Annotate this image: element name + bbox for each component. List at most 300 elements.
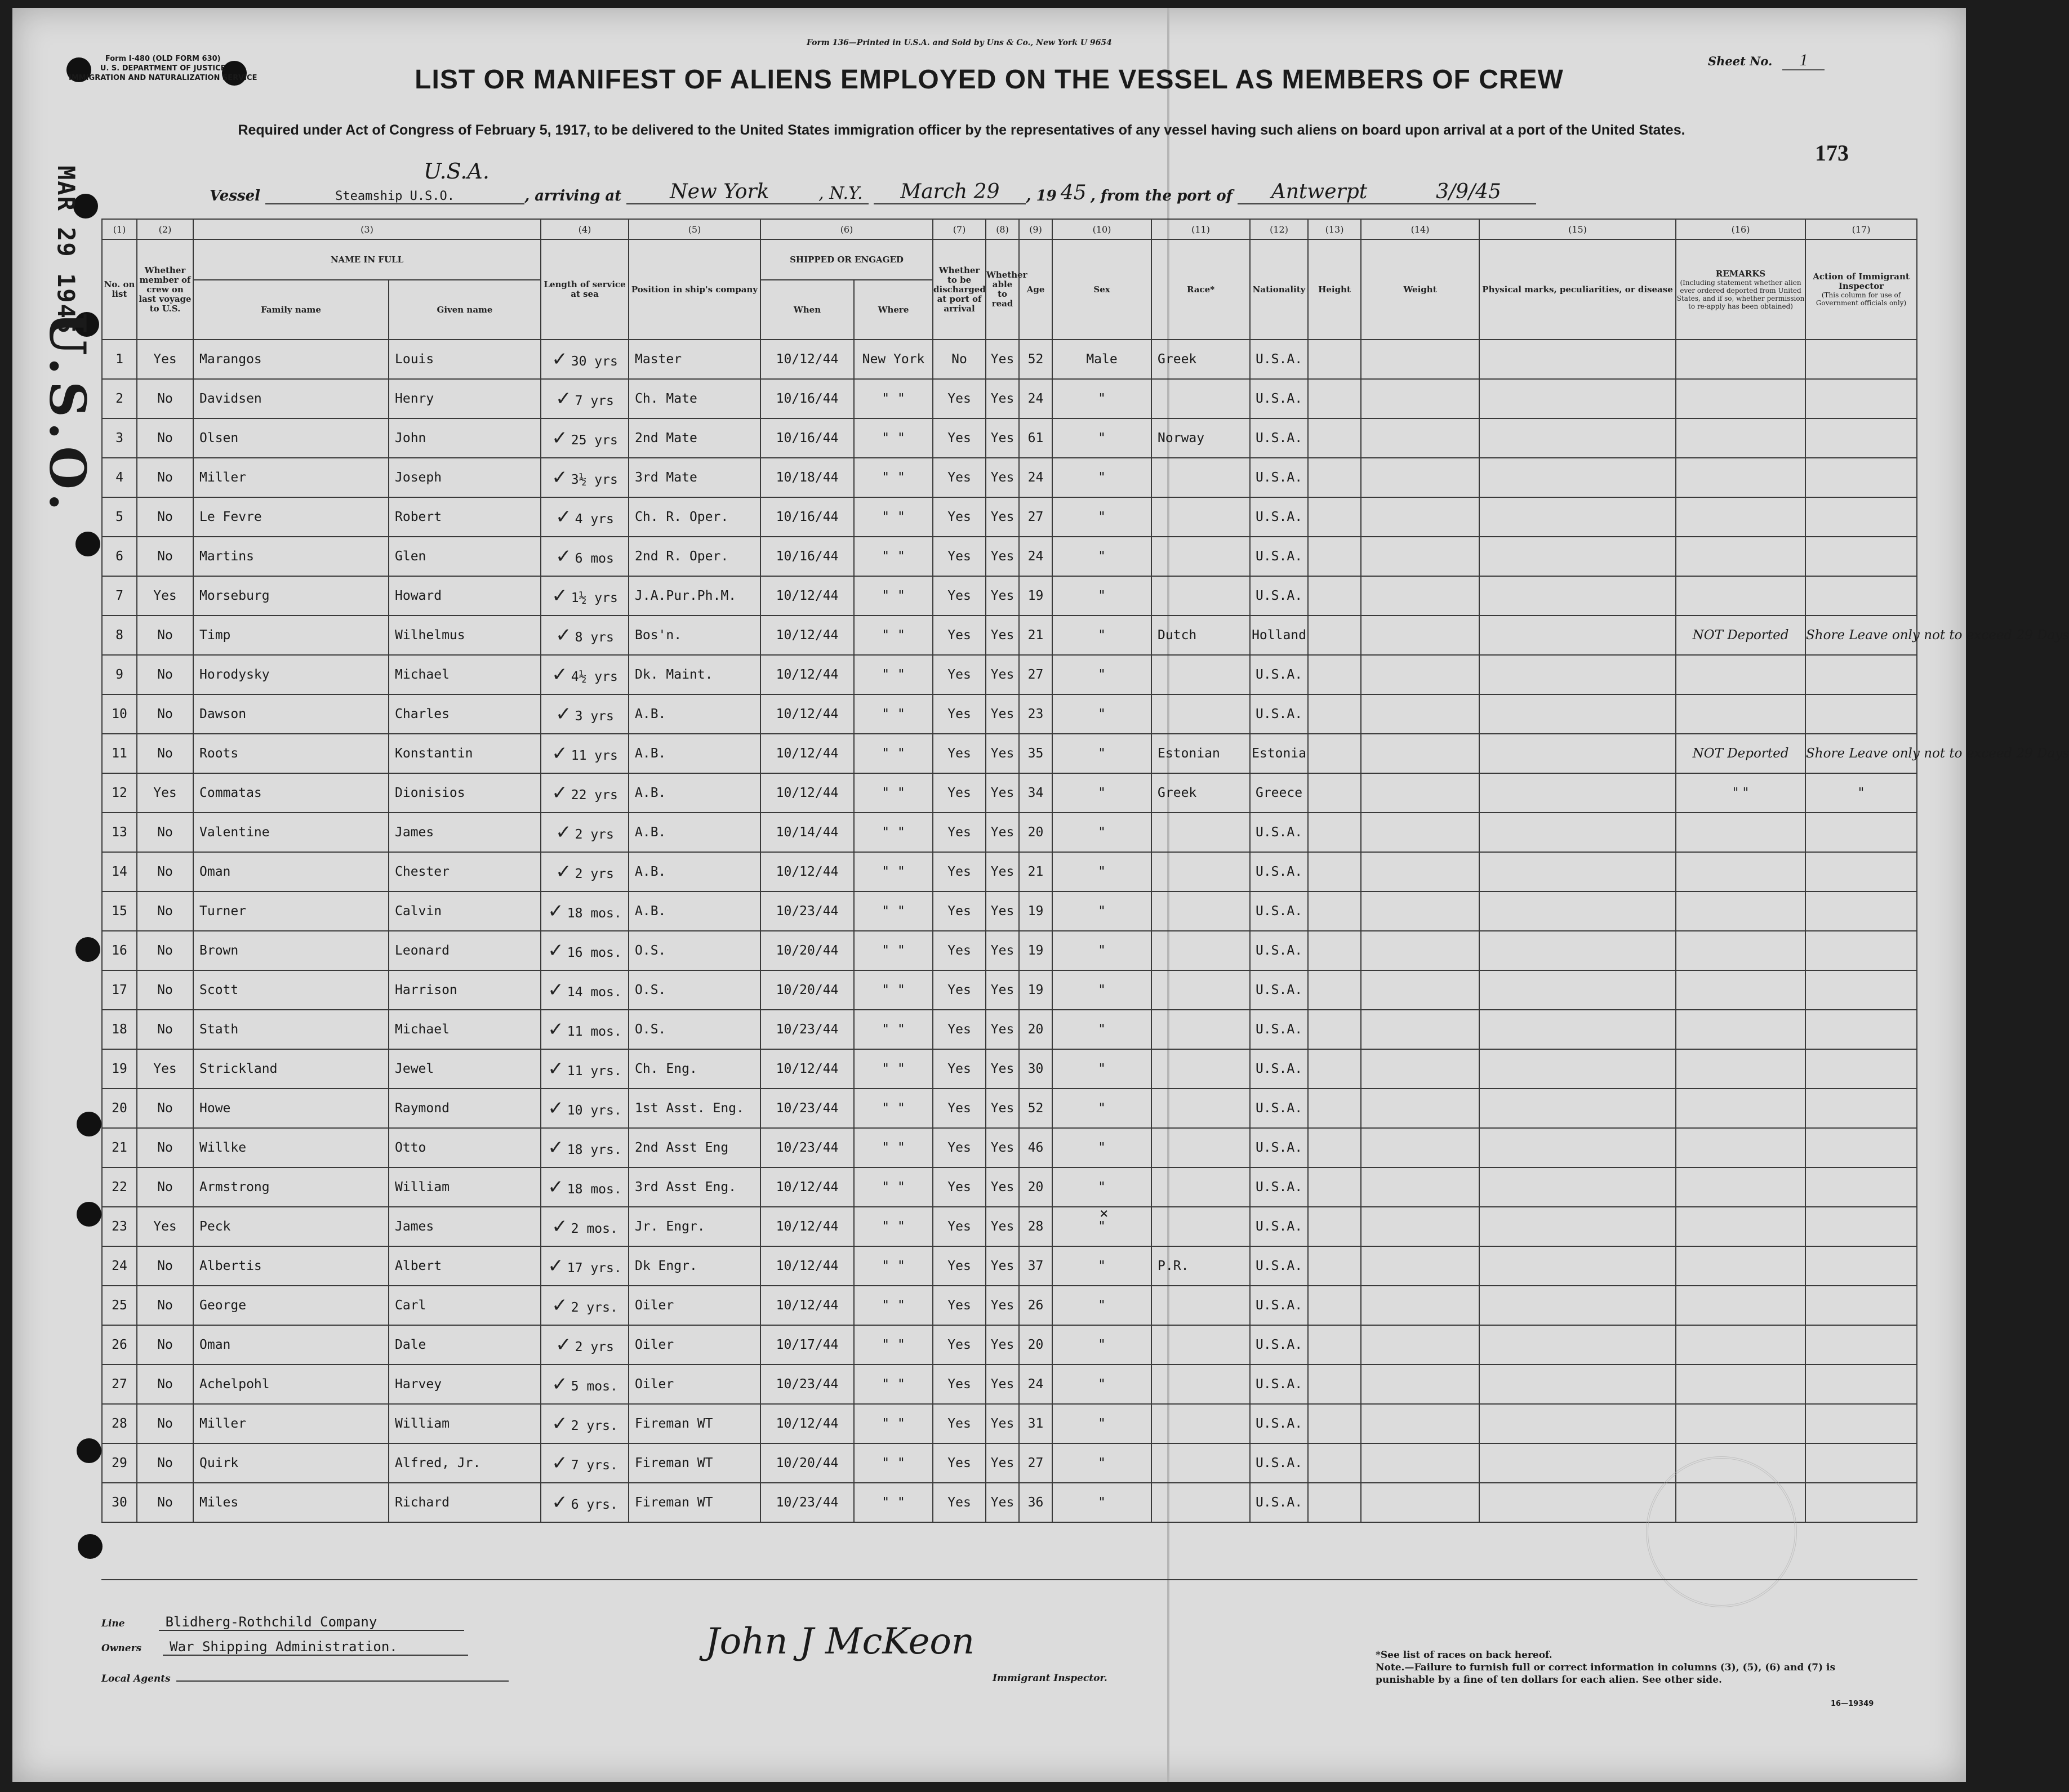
cell-position: O.S. xyxy=(629,931,760,970)
cell-nationality: U.S.A. xyxy=(1250,537,1308,576)
check-mark-icon: ✓ xyxy=(551,742,568,765)
owners-field xyxy=(101,1639,468,1656)
cell-no: 21 xyxy=(102,1128,137,1167)
service-text: 18 mos. xyxy=(567,1182,622,1197)
vessel-name: Steamship U.S.O. xyxy=(265,189,524,204)
cell-nationality: U.S.A. xyxy=(1250,497,1308,537)
cell-given-name: Raymond xyxy=(389,1089,541,1128)
cell-weight xyxy=(1361,1246,1479,1286)
cell-action xyxy=(1805,694,1917,734)
cell-discharged: Yes xyxy=(933,1089,986,1128)
cell-remarks xyxy=(1676,576,1805,616)
cell-discharged: Yes xyxy=(933,1483,986,1522)
cell-physical-marks xyxy=(1479,655,1676,694)
cell-action xyxy=(1805,1404,1917,1443)
check-mark-icon: ✓ xyxy=(548,1255,564,1277)
cell-nationality: U.S.A. xyxy=(1250,931,1308,970)
cell-weight xyxy=(1361,1089,1479,1128)
cell-weight xyxy=(1361,458,1479,497)
table-row xyxy=(102,694,1917,734)
check-mark-icon: ✓ xyxy=(551,1215,568,1238)
cell-when: 10/12/44 xyxy=(760,1246,854,1286)
cell-sex: " xyxy=(1052,1483,1151,1522)
cell-action xyxy=(1805,852,1917,891)
cell-age: 27 xyxy=(1019,497,1052,537)
cell-given-name: Glen xyxy=(389,537,541,576)
table-row xyxy=(102,1246,1917,1286)
cell-last-voyage: No xyxy=(137,694,193,734)
cell-able-to-read: Yes xyxy=(986,852,1019,891)
cell-action xyxy=(1805,1286,1917,1325)
cell-length-service xyxy=(541,497,629,537)
col-num: (16) xyxy=(1676,219,1805,239)
cell-discharged: Yes xyxy=(933,970,986,1010)
arrival-state: , N.Y. xyxy=(812,184,869,204)
cell-sex: " xyxy=(1052,1443,1151,1483)
cell-race: Greek xyxy=(1151,773,1250,813)
cell-last-voyage: No xyxy=(137,1443,193,1483)
cell-weight xyxy=(1361,1325,1479,1365)
cell-able-to-read: Yes xyxy=(986,379,1019,418)
cell-last-voyage: No xyxy=(137,1483,193,1522)
cell-position: 2nd Mate xyxy=(629,418,760,458)
service-text: 30 yrs xyxy=(571,354,618,369)
cell-remarks xyxy=(1676,1128,1805,1167)
cell-when: 10/17/44 xyxy=(760,1325,854,1365)
cell-height xyxy=(1308,970,1361,1010)
cell-nationality: U.S.A. xyxy=(1250,379,1308,418)
cell-height xyxy=(1308,576,1361,616)
cell-given-name: Michael xyxy=(389,655,541,694)
cell-family-name: Willke xyxy=(193,1128,389,1167)
cell-discharged: Yes xyxy=(933,1246,986,1286)
table-row xyxy=(102,1010,1917,1049)
cell-where: " " xyxy=(854,891,933,931)
cell-no: 29 xyxy=(102,1443,137,1483)
cell-height xyxy=(1308,852,1361,891)
cell-physical-marks xyxy=(1479,1483,1676,1522)
cell-physical-marks xyxy=(1479,616,1676,655)
cell-discharged: Yes xyxy=(933,1404,986,1443)
cell-age: 34 xyxy=(1019,773,1052,813)
cell-family-name: Peck xyxy=(193,1207,389,1246)
cell-where: " " xyxy=(854,1049,933,1089)
race-note: *See list of races on back hereof. xyxy=(1376,1650,1552,1661)
cell-race xyxy=(1151,1325,1250,1365)
cell-able-to-read: Yes xyxy=(986,1128,1019,1167)
cell-able-to-read: Yes xyxy=(986,1207,1019,1246)
cell-nationality: U.S.A. xyxy=(1250,1246,1308,1286)
cell-no: 26 xyxy=(102,1325,137,1365)
service-text: 8 yrs xyxy=(575,630,614,645)
cell-remarks xyxy=(1676,497,1805,537)
cell-action xyxy=(1805,1010,1917,1049)
check-mark-icon: ✓ xyxy=(555,624,572,647)
cell-given-name: Joseph xyxy=(389,458,541,497)
cell-discharged: Yes xyxy=(933,1049,986,1089)
cell-race xyxy=(1151,1010,1250,1049)
cell-nationality: Greece xyxy=(1250,773,1308,813)
check-mark-icon: ✓ xyxy=(548,939,564,962)
cell-action xyxy=(1805,497,1917,537)
cell-physical-marks xyxy=(1479,694,1676,734)
cell-nationality: U.S.A. xyxy=(1250,458,1308,497)
cell-height xyxy=(1308,1089,1361,1128)
cell-family-name: Strickland xyxy=(193,1049,389,1089)
table-row xyxy=(102,1286,1917,1325)
cell-weight xyxy=(1361,852,1479,891)
cell-weight xyxy=(1361,340,1479,379)
check-mark-icon: ✓ xyxy=(551,427,568,449)
cell-race xyxy=(1151,576,1250,616)
cell-no: 17 xyxy=(102,970,137,1010)
cell-no: 8 xyxy=(102,616,137,655)
cell-length-service xyxy=(541,340,629,379)
cell-no: 19 xyxy=(102,1049,137,1089)
cell-family-name: Martins xyxy=(193,537,389,576)
agents-label: Local Agents xyxy=(101,1673,171,1684)
cell-nationality: U.S.A. xyxy=(1250,655,1308,694)
cell-when: 10/16/44 xyxy=(760,379,854,418)
cell-no: 9 xyxy=(102,655,137,694)
cell-nationality: U.S.A. xyxy=(1250,970,1308,1010)
cell-when: 10/12/44 xyxy=(760,340,854,379)
cell-family-name: Miles xyxy=(193,1483,389,1522)
cell-race xyxy=(1151,379,1250,418)
cell-race xyxy=(1151,497,1250,537)
cell-weight xyxy=(1361,497,1479,537)
cell-given-name: Robert xyxy=(389,497,541,537)
cell-height xyxy=(1308,340,1361,379)
cell-able-to-read: Yes xyxy=(986,931,1019,970)
header-shipped-engaged: SHIPPED OR ENGAGED xyxy=(760,239,933,280)
cell-family-name: Davidsen xyxy=(193,379,389,418)
cell-action xyxy=(1805,1167,1917,1207)
cell-age: 24 xyxy=(1019,458,1052,497)
cell-family-name: Roots xyxy=(193,734,389,773)
cell-family-name: Albertis xyxy=(193,1246,389,1286)
cell-age: 27 xyxy=(1019,655,1052,694)
cell-given-name: Michael xyxy=(389,1010,541,1049)
remarks-title: REMARKS xyxy=(1715,268,1766,279)
cell-height xyxy=(1308,418,1361,458)
cell-weight xyxy=(1361,773,1479,813)
cell-height xyxy=(1308,1443,1361,1483)
cell-no: 25 xyxy=(102,1286,137,1325)
cell-position: Fireman WT xyxy=(629,1443,760,1483)
penalty-note: Note.—Failure to furnish full or correct information in columns (3), (5), (6) and (7) is punishable by a fine of ten dollars for each alien. See other side. xyxy=(1376,1662,1836,1686)
cell-position: Jr. Engr. xyxy=(629,1207,760,1246)
header-able-to-read: Whether able to read xyxy=(986,239,1019,340)
cell-height xyxy=(1308,1404,1361,1443)
col-num: (14) xyxy=(1361,219,1479,239)
cell-weight xyxy=(1361,1286,1479,1325)
cell-remarks xyxy=(1676,418,1805,458)
cell-discharged: Yes xyxy=(933,418,986,458)
cell-position: A.B. xyxy=(629,773,760,813)
cell-no: 5 xyxy=(102,497,137,537)
cell-sex: " xyxy=(1052,1325,1151,1365)
cell-age: 19 xyxy=(1019,970,1052,1010)
cell-able-to-read: Yes xyxy=(986,1089,1019,1128)
cell-action xyxy=(1805,1049,1917,1089)
service-text: 7 yrs. xyxy=(571,1458,618,1473)
col-num: (2) xyxy=(137,219,193,239)
cell-last-voyage: No xyxy=(137,1325,193,1365)
cell-length-service xyxy=(541,891,629,931)
cell-able-to-read: Yes xyxy=(986,340,1019,379)
cell-remarks xyxy=(1676,1365,1805,1404)
table-row xyxy=(102,655,1917,694)
cell-age: 23 xyxy=(1019,694,1052,734)
cell-sex: " xyxy=(1052,1286,1151,1325)
document-title: LIST OR MANIFEST OF ALIENS EMPLOYED ON THE VESSEL AS MEMBERS OF CREW xyxy=(415,65,1564,95)
cell-nationality: U.S.A. xyxy=(1250,1286,1308,1325)
col-num: (3) xyxy=(193,219,541,239)
check-mark-icon: ✓ xyxy=(555,387,572,410)
col-num: (12) xyxy=(1250,219,1308,239)
cell-length-service xyxy=(541,1010,629,1049)
cell-remarks xyxy=(1676,1404,1805,1443)
cell-when: 10/23/44 xyxy=(760,891,854,931)
cell-when: 10/20/44 xyxy=(760,1443,854,1483)
header-age: Age xyxy=(1019,239,1052,340)
binder-hole xyxy=(77,1438,101,1463)
check-mark-icon: ✓ xyxy=(551,466,568,489)
cell-able-to-read: Yes xyxy=(986,694,1019,734)
date-stamp-text: MAR 29 1945 xyxy=(52,166,80,335)
cell-length-service xyxy=(541,734,629,773)
cell-able-to-read: Yes xyxy=(986,813,1019,852)
cell-age: 20 xyxy=(1019,1010,1052,1049)
cell-when: 10/20/44 xyxy=(760,931,854,970)
cell-where: New York xyxy=(854,340,933,379)
cell-no: 24 xyxy=(102,1246,137,1286)
header-name-in-full: NAME IN FULL xyxy=(193,239,541,280)
cell-able-to-read: Yes xyxy=(986,537,1019,576)
service-text: 2 yrs. xyxy=(571,1419,618,1433)
col-num: (15) xyxy=(1479,219,1676,239)
cell-length-service xyxy=(541,1207,629,1246)
cell-race xyxy=(1151,1483,1250,1522)
cell-last-voyage: No xyxy=(137,813,193,852)
cell-last-voyage: No xyxy=(137,418,193,458)
cell-family-name: Brown xyxy=(193,931,389,970)
service-text: 3½ yrs xyxy=(571,472,618,487)
table-row xyxy=(102,1167,1917,1207)
service-text: 1½ yrs xyxy=(571,591,618,605)
service-text: 11 mos. xyxy=(567,1024,622,1039)
cell-given-name: Alfred, Jr. xyxy=(389,1443,541,1483)
cell-last-voyage: No xyxy=(137,1167,193,1207)
cell-sex: " xyxy=(1052,1207,1151,1246)
cell-race xyxy=(1151,1286,1250,1325)
cell-height xyxy=(1308,1286,1361,1325)
cell-height xyxy=(1308,379,1361,418)
cell-position: A.B. xyxy=(629,694,760,734)
cell-physical-marks xyxy=(1479,1049,1676,1089)
service-text: 2 yrs xyxy=(575,1340,614,1354)
cell-remarks xyxy=(1676,931,1805,970)
handwritten-mark: × xyxy=(1100,1205,1109,1222)
table-row xyxy=(102,576,1917,616)
cell-sex: " xyxy=(1052,891,1151,931)
cell-length-service xyxy=(541,1404,629,1443)
cell-no: 13 xyxy=(102,813,137,852)
cell-last-voyage: No xyxy=(137,1010,193,1049)
cell-sex: Male xyxy=(1052,340,1151,379)
cell-length-service xyxy=(541,379,629,418)
cell-action: Shore Leave only not to exceed 29 Days xyxy=(1805,734,1917,773)
cell-age: 28 xyxy=(1019,1207,1052,1246)
cell-last-voyage: No xyxy=(137,1404,193,1443)
cell-last-voyage: No xyxy=(137,1089,193,1128)
from-port-label: , from the port of xyxy=(1090,188,1232,204)
cell-physical-marks xyxy=(1479,931,1676,970)
cell-discharged: Yes xyxy=(933,1325,986,1365)
cell-sex: " xyxy=(1052,1246,1151,1286)
cell-when: 10/20/44 xyxy=(760,970,854,1010)
arrival-date: March 29 xyxy=(874,180,1026,204)
cell-race xyxy=(1151,1404,1250,1443)
cell-weight xyxy=(1361,576,1479,616)
header-position: Position in ship's company xyxy=(629,239,760,340)
cell-given-name: Konstantin xyxy=(389,734,541,773)
header-where: Where xyxy=(854,280,933,340)
vessel-label: Vessel xyxy=(210,188,261,204)
cell-position: Bos'n. xyxy=(629,616,760,655)
cell-remarks: NOT Deported xyxy=(1676,616,1805,655)
cell-sex: " xyxy=(1052,497,1151,537)
cell-action xyxy=(1805,1443,1917,1483)
cell-weight xyxy=(1361,379,1479,418)
cell-given-name: Dionisios xyxy=(389,773,541,813)
check-mark-icon: ✓ xyxy=(548,1018,564,1041)
cell-weight xyxy=(1361,970,1479,1010)
cell-physical-marks xyxy=(1479,1404,1676,1443)
service-text: 2 mos. xyxy=(571,1222,618,1236)
cell-nationality: U.S.A. xyxy=(1250,1128,1308,1167)
cell-family-name: Stath xyxy=(193,1010,389,1049)
col-num: (11) xyxy=(1151,219,1250,239)
cell-nationality: U.S.A. xyxy=(1250,1049,1308,1089)
cell-action xyxy=(1805,340,1917,379)
cell-where: " " xyxy=(854,1325,933,1365)
cell-given-name: Jewel xyxy=(389,1049,541,1089)
cell-nationality: Holland xyxy=(1250,616,1308,655)
cell-physical-marks xyxy=(1479,340,1676,379)
cell-sex: " xyxy=(1052,852,1151,891)
cell-age: 31 xyxy=(1019,1404,1052,1443)
cell-discharged: Yes xyxy=(933,655,986,694)
cell-remarks xyxy=(1676,1049,1805,1089)
cell-race xyxy=(1151,1207,1250,1246)
cell-when: 10/16/44 xyxy=(760,537,854,576)
cell-position: Oiler xyxy=(629,1365,760,1404)
cell-sex: " xyxy=(1052,734,1151,773)
cell-family-name: George xyxy=(193,1286,389,1325)
cell-age: 52 xyxy=(1019,1089,1052,1128)
cell-position: Ch. Eng. xyxy=(629,1049,760,1089)
cell-age: 24 xyxy=(1019,537,1052,576)
service-text: 5 mos. xyxy=(571,1379,618,1394)
cell-sex: " xyxy=(1052,458,1151,497)
col-num: (1) xyxy=(102,219,137,239)
cell-when: 10/23/44 xyxy=(760,1089,854,1128)
table-row xyxy=(102,537,1917,576)
table-row xyxy=(102,734,1917,773)
cell-family-name: Dawson xyxy=(193,694,389,734)
col-num: (4) xyxy=(541,219,629,239)
cell-family-name: Olsen xyxy=(193,418,389,458)
cell-sex: " xyxy=(1052,1010,1151,1049)
cell-weight xyxy=(1361,813,1479,852)
cell-last-voyage: No xyxy=(137,1286,193,1325)
cell-where: " " xyxy=(854,379,933,418)
service-text: 11 yrs. xyxy=(567,1064,622,1078)
printer-note: Form 136—Printed in U.S.A. and Sold by Uns & Co., New York U 9654 xyxy=(807,38,1112,47)
cell-discharged: Yes xyxy=(933,694,986,734)
cell-position: O.S. xyxy=(629,1010,760,1049)
cell-race xyxy=(1151,1443,1250,1483)
cell-race: Norway xyxy=(1151,418,1250,458)
cell-given-name: William xyxy=(389,1167,541,1207)
cell-position: 2nd Asst Eng xyxy=(629,1128,760,1167)
cell-nationality: U.S.A. xyxy=(1250,891,1308,931)
service-text: 3 yrs xyxy=(575,709,614,724)
cell-given-name: Howard xyxy=(389,576,541,616)
cell-action xyxy=(1805,537,1917,576)
cell-able-to-read: Yes xyxy=(986,458,1019,497)
cell-family-name: Howe xyxy=(193,1089,389,1128)
cell-physical-marks xyxy=(1479,497,1676,537)
from-date: 3/9/45 xyxy=(1401,180,1536,204)
cell-where: " " xyxy=(854,616,933,655)
table-row xyxy=(102,1483,1917,1522)
line-value: Blidherg-Rothchild Company xyxy=(159,1614,464,1631)
cell-length-service xyxy=(541,1286,629,1325)
cell-height xyxy=(1308,1207,1361,1246)
cell-race xyxy=(1151,1128,1250,1167)
cell-height xyxy=(1308,734,1361,773)
cell-physical-marks xyxy=(1479,1365,1676,1404)
cell-action xyxy=(1805,931,1917,970)
cell-sex: " xyxy=(1052,1167,1151,1207)
cell-where: " " xyxy=(854,1010,933,1049)
cell-remarks xyxy=(1676,852,1805,891)
cell-action xyxy=(1805,655,1917,694)
cell-position: Dk Engr. xyxy=(629,1246,760,1286)
cell-race: Estonian xyxy=(1151,734,1250,773)
cell-position: Ch. Mate xyxy=(629,379,760,418)
check-mark-icon: ✓ xyxy=(555,1334,572,1356)
service-text: 2 yrs xyxy=(575,827,614,842)
cell-length-service xyxy=(541,813,629,852)
check-mark-icon: ✓ xyxy=(551,1294,568,1317)
cell-sex: " xyxy=(1052,537,1151,576)
cell-height xyxy=(1308,1325,1361,1365)
cell-physical-marks xyxy=(1479,1128,1676,1167)
cell-remarks xyxy=(1676,1089,1805,1128)
cell-discharged: Yes xyxy=(933,1443,986,1483)
sheet-label: Sheet No. xyxy=(1708,54,1773,68)
cell-sex: " xyxy=(1052,1089,1151,1128)
cell-given-name: Louis xyxy=(389,340,541,379)
cell-able-to-read: Yes xyxy=(986,418,1019,458)
cell-able-to-read: Yes xyxy=(986,1404,1019,1443)
year-prefix: , 19 xyxy=(1026,188,1057,204)
cell-length-service xyxy=(541,1325,629,1365)
